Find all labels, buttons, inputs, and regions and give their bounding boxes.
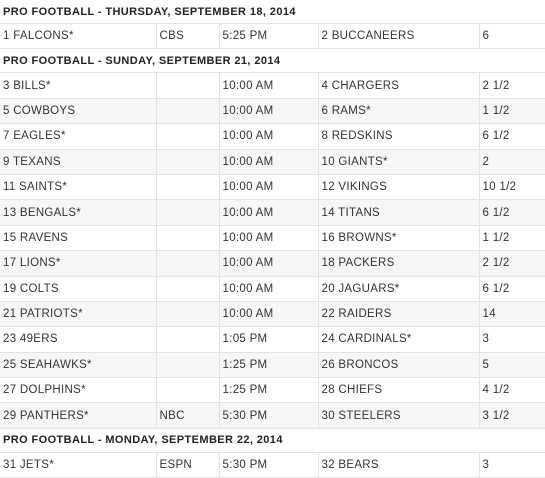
game-row	[0, 24, 545, 49]
team-two-cell: 28 CHIEFS	[318, 378, 479, 403]
team-two-cell: 16 BROWNS*	[318, 225, 479, 250]
game-row	[0, 378, 545, 403]
game-row	[0, 452, 545, 477]
team-one-cell: 15 RAVENS	[0, 225, 156, 250]
team-two-cell: 22 RAIDERS	[318, 301, 479, 326]
team-two-cell: 2 BUCCANEERS	[318, 24, 479, 49]
kickoff-time-cell: 10:00 AM	[219, 174, 318, 199]
team-two-cell: 6 RAMS*	[318, 98, 479, 123]
kickoff-time-cell: 10:00 AM	[219, 225, 318, 250]
game-row	[0, 174, 545, 199]
kickoff-time-cell: 10:00 AM	[219, 149, 318, 174]
game-row	[0, 200, 545, 225]
tv-network-cell	[156, 124, 219, 149]
tv-network-cell	[156, 352, 219, 377]
team-one-cell: 13 BENGALS*	[0, 200, 156, 225]
point-spread-cell: 10 1/2	[479, 174, 545, 199]
section-title: PRO FOOTBALL - THURSDAY, SEPTEMBER 18, 2014	[0, 0, 545, 24]
tv-network-cell	[156, 73, 219, 98]
point-spread-cell: 6 1/2	[479, 124, 545, 149]
point-spread-cell: 6 1/2	[479, 200, 545, 225]
game-row	[0, 225, 545, 250]
team-one-cell: 1 FALCONS*	[0, 24, 156, 49]
point-spread-cell: 3	[479, 327, 545, 352]
kickoff-time-cell: 10:00 AM	[219, 276, 318, 301]
section-header-row	[0, 49, 545, 73]
team-two-cell: 14 TITANS	[318, 200, 479, 225]
team-one-cell: 29 PANTHERS*	[0, 403, 156, 428]
game-row	[0, 403, 545, 428]
point-spread-cell: 6 1/2	[479, 276, 545, 301]
game-row	[0, 352, 545, 377]
point-spread-cell: 3 1/2	[479, 403, 545, 428]
game-row	[0, 149, 545, 174]
section-header-row	[0, 428, 545, 452]
team-one-cell: 23 49ERS	[0, 327, 156, 352]
team-one-cell: 5 COWBOYS	[0, 98, 156, 123]
team-one-cell: 25 SEAHAWKS*	[0, 352, 156, 377]
section-title: PRO FOOTBALL - SUNDAY, SEPTEMBER 21, 2014	[0, 49, 545, 73]
tv-network-cell	[156, 327, 219, 352]
kickoff-time-cell: 5:30 PM	[219, 452, 318, 477]
kickoff-time-cell: 1:25 PM	[219, 378, 318, 403]
kickoff-time-cell: 1:25 PM	[219, 352, 318, 377]
team-one-cell: 9 TEXANS	[0, 149, 156, 174]
team-two-cell: 10 GIANTS*	[318, 149, 479, 174]
tv-network-cell	[156, 378, 219, 403]
tv-network-cell	[156, 276, 219, 301]
kickoff-time-cell: 5:30 PM	[219, 403, 318, 428]
tv-network-cell	[156, 149, 219, 174]
point-spread-cell: 1 1/2	[479, 225, 545, 250]
kickoff-time-cell: 10:00 AM	[219, 251, 318, 276]
team-two-cell: 32 BEARS	[318, 452, 479, 477]
tv-network-cell: NBC	[156, 403, 219, 428]
kickoff-time-cell: 10:00 AM	[219, 301, 318, 326]
team-one-cell: 7 EAGLES*	[0, 124, 156, 149]
team-two-cell: 12 VIKINGS	[318, 174, 479, 199]
team-two-cell: 18 PACKERS	[318, 251, 479, 276]
tv-network-cell	[156, 225, 219, 250]
tv-network-cell	[156, 200, 219, 225]
team-two-cell: 8 REDSKINS	[318, 124, 479, 149]
game-row	[0, 98, 545, 123]
point-spread-cell: 6	[479, 24, 545, 49]
team-one-cell: 31 JETS*	[0, 452, 156, 477]
tv-network-cell	[156, 174, 219, 199]
kickoff-time-cell: 10:00 AM	[219, 200, 318, 225]
game-row	[0, 73, 545, 98]
game-row	[0, 124, 545, 149]
kickoff-time-cell: 10:00 AM	[219, 98, 318, 123]
tv-network-cell: ESPN	[156, 452, 219, 477]
team-one-cell: 27 DOLPHINS*	[0, 378, 156, 403]
point-spread-cell: 2 1/2	[479, 251, 545, 276]
team-one-cell: 19 COLTS	[0, 276, 156, 301]
team-one-cell: 21 PATRIOTS*	[0, 301, 156, 326]
game-row	[0, 276, 545, 301]
game-row	[0, 301, 545, 326]
tv-network-cell	[156, 301, 219, 326]
team-two-cell: 20 JAGUARS*	[318, 276, 479, 301]
point-spread-cell: 3	[479, 452, 545, 477]
kickoff-time-cell: 10:00 AM	[219, 73, 318, 98]
team-one-cell: 11 SAINTS*	[0, 174, 156, 199]
team-two-cell: 24 CARDINALS*	[318, 327, 479, 352]
tv-network-cell: CBS	[156, 24, 219, 49]
game-row	[0, 251, 545, 276]
tv-network-cell	[156, 251, 219, 276]
point-spread-cell: 5	[479, 352, 545, 377]
game-row	[0, 327, 545, 352]
point-spread-cell: 2 1/2	[479, 73, 545, 98]
team-one-cell: 17 LIONS*	[0, 251, 156, 276]
team-one-cell: 3 BILLS*	[0, 73, 156, 98]
section-title: PRO FOOTBALL - MONDAY, SEPTEMBER 22, 2014	[0, 428, 545, 452]
point-spread-cell: 4 1/2	[479, 378, 545, 403]
kickoff-time-cell: 1:05 PM	[219, 327, 318, 352]
kickoff-time-cell: 5:25 PM	[219, 24, 318, 49]
team-two-cell: 4 CHARGERS	[318, 73, 479, 98]
team-two-cell: 26 BRONCOS	[318, 352, 479, 377]
point-spread-cell: 14	[479, 301, 545, 326]
section-header-row	[0, 0, 545, 24]
point-spread-cell: 1 1/2	[479, 98, 545, 123]
tv-network-cell	[156, 98, 219, 123]
kickoff-time-cell: 10:00 AM	[219, 124, 318, 149]
team-two-cell: 30 STEELERS	[318, 403, 479, 428]
point-spread-cell: 2	[479, 149, 545, 174]
